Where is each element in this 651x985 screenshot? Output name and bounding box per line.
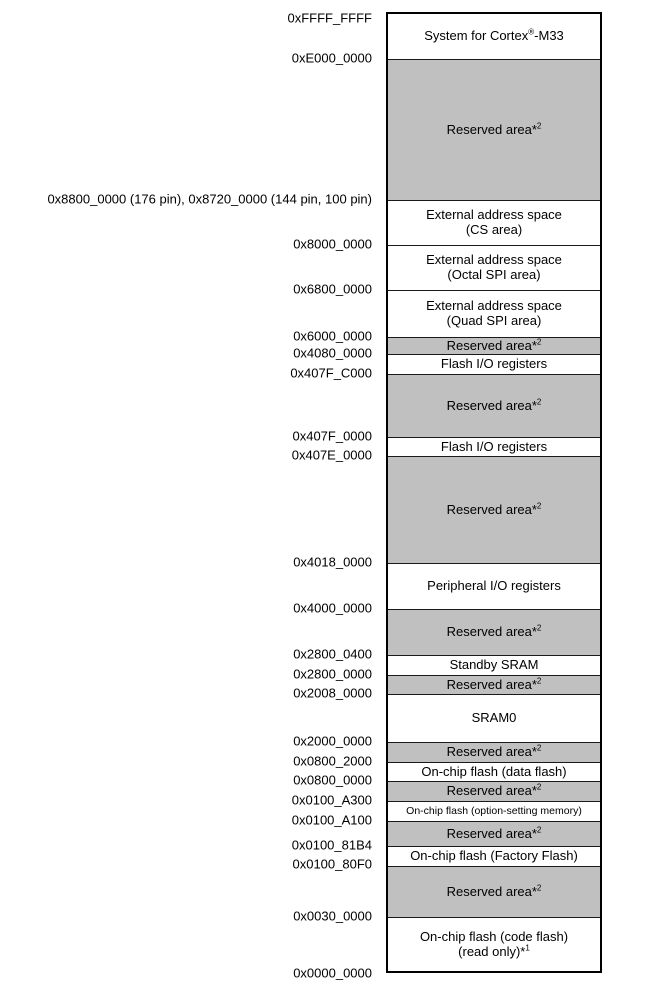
- memory-region: [388, 290, 600, 337]
- memory-region-label: Reserved area*$^2$: [446, 676, 542, 692]
- memory-region-reserved: [388, 609, 600, 655]
- memory-region-reserved: [388, 59, 600, 200]
- address-label: 0x0100_A300: [291, 792, 372, 808]
- memory-region-label: Flash I/O registers: [440, 356, 548, 372]
- memory-region-label: On-chip flash (data flash): [421, 763, 567, 779]
- memory-region: [388, 801, 600, 821]
- memory-region: [388, 354, 600, 374]
- memory-region-label: Reserved area*$^2$: [446, 501, 542, 517]
- address-label: 0x0030_0000: [293, 908, 372, 924]
- address-label: 0x2800_0400: [293, 646, 372, 662]
- address-label: 0x407F_C000: [290, 365, 372, 381]
- memory-region-label: External address space (CS area): [426, 207, 562, 237]
- memory-region-reserved: [388, 742, 600, 762]
- address-label: 0x0100_80F0: [292, 856, 372, 872]
- address-label: 0x0100_81B4: [291, 837, 372, 853]
- address-label: 0x4000_0000: [293, 600, 372, 616]
- memory-region-label: External address space (Octal SPI area): [426, 252, 562, 282]
- memory-region-label: Reserved area*$^2$: [446, 337, 542, 353]
- address-label: 0xE000_0000: [291, 50, 372, 66]
- memory-region-label: Reserved area*$^2$: [446, 623, 542, 640]
- address-label: 0x6800_0000: [293, 281, 372, 297]
- memory-region-label: System for Cortex®-M33: [424, 27, 564, 44]
- memory-region-label: SRAM0: [471, 710, 517, 726]
- memory-region: [388, 245, 600, 290]
- memory-region-label: On-chip flash (code flash) (read only)*$^1$: [419, 928, 569, 959]
- memory-region-label: Reserved area*$^2$: [446, 121, 542, 137]
- address-label: 0x2800_0000: [293, 666, 372, 682]
- memory-map-box: [386, 12, 602, 973]
- memory-region-label: Standby SRAM: [449, 657, 539, 673]
- memory-region-reserved: [388, 374, 600, 437]
- memory-region: [388, 762, 600, 781]
- memory-region-reserved: [388, 781, 600, 801]
- address-label: 0x8800_0000 (176 pin), 0x8720_0000 (144 pin, 100 pin): [47, 191, 372, 207]
- memory-region-label: External address space (Quad SPI area): [426, 298, 562, 328]
- memory-region-reserved: [388, 456, 600, 563]
- address-label: 0x2008_0000: [293, 685, 372, 701]
- memory-region: [388, 846, 600, 866]
- memory-region-label: Reserved area*$^2$: [446, 883, 542, 899]
- address-label: 0x407E_0000: [291, 447, 372, 463]
- address-label: 0x6000_0000: [293, 328, 372, 344]
- memory-region-reserved: [388, 866, 600, 917]
- memory-region-reserved: [388, 821, 600, 846]
- memory-region: [388, 200, 600, 245]
- memory-region-reserved: [388, 337, 600, 354]
- memory-region-label: Reserved area*$^2$: [446, 825, 542, 841]
- memory-region: [388, 694, 600, 742]
- memory-region-label: Peripheral I/O registers: [427, 578, 561, 594]
- memory-region-reserved: [388, 675, 600, 694]
- address-label: 0x4080_0000: [293, 345, 372, 361]
- memory-region-label: Reserved area*$^2$: [446, 743, 542, 760]
- memory-region-label: On-chip flash (Factory Flash): [410, 848, 578, 864]
- address-label: 0x0800_0000: [293, 772, 372, 788]
- memory-region: [388, 563, 600, 609]
- address-label: 0x0800_2000: [293, 753, 372, 769]
- memory-region-label: On-chip flash (option-setting memory): [406, 804, 582, 817]
- memory-region-label: Reserved area*$^2$: [446, 397, 542, 413]
- memory-region: [388, 655, 600, 675]
- address-label: 0x0000_0000: [293, 965, 372, 981]
- address-label: 0x2000_0000: [293, 733, 372, 749]
- memory-region: [388, 14, 600, 59]
- address-label: 0xFFFF_FFFF: [287, 10, 372, 26]
- memory-region: [388, 437, 600, 456]
- address-label: 0x4018_0000: [293, 554, 372, 570]
- address-label: 0x8000_0000: [293, 236, 372, 252]
- memory-region: [388, 917, 600, 971]
- address-label: 0x407F_0000: [292, 428, 372, 444]
- address-label: 0x0100_A100: [291, 812, 372, 828]
- memory-region-label: Flash I/O registers: [440, 438, 548, 454]
- memory-region-label: Reserved area*$^2$: [446, 782, 542, 799]
